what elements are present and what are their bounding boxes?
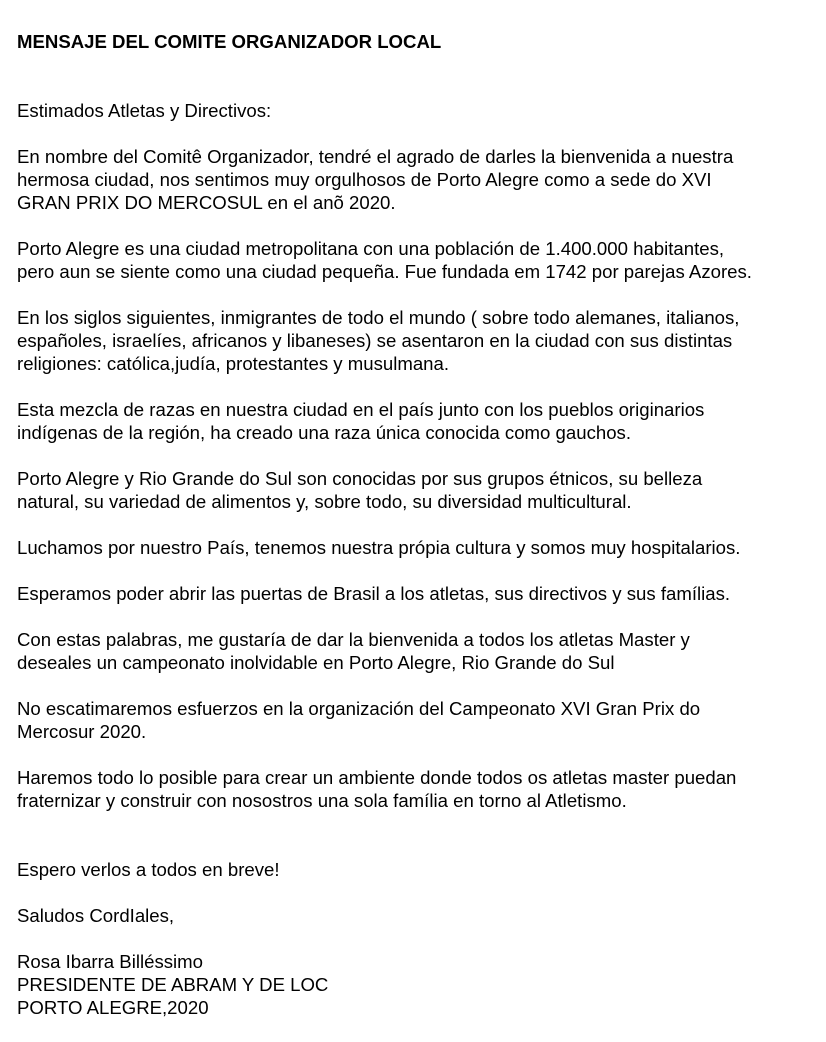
paragraph-welcome [17, 145, 817, 214]
paragraph-line: Mercosur 2020. [17, 721, 147, 742]
paragraph-city [17, 237, 817, 283]
paragraph-line: Haremos todo lo posible para crear un ambiente donde todos os atletas master puedan [17, 767, 737, 788]
paragraph-line: Porto Alegre es una ciudad metropolitana con una población de 1.400.000 habitantes, [17, 238, 725, 259]
paragraph-immigrants [17, 306, 817, 375]
letter-title: MENSAJE DEL COMITE ORGANIZADOR LOCAL [17, 31, 442, 52]
paragraph-line: En los siglos siguientes, inmigrantes de todo el mundo ( sobre todo alemanes, italianos, [17, 307, 740, 328]
paragraph-line: indígenas de la región, ha creado una raza única conocida como gauchos. [17, 422, 632, 443]
paragraph-line: No escatimaremos esfuerzos en la organización del Campeonato XVI Gran Prix do [17, 698, 701, 719]
signature-role: PRESIDENTE DE ABRAM Y DE LOC [17, 974, 329, 995]
paragraph-line: En nombre del Comitê Organizador, tendré el agrado de darles la bienvenida a nuestra [17, 146, 734, 167]
paragraph-welcome-athletes [17, 628, 817, 674]
paragraph-line: deseales un campeonato inolvidable en Porto Alegre, Rio Grande do Sul [17, 652, 615, 673]
paragraph-line: Luchamos por nuestro País, tenemos nuestra própia cultura y somos muy hospitalarios. [17, 537, 741, 558]
signature-name: Rosa Ibarra Billéssimo [17, 951, 204, 972]
paragraph-line: Esta mezcla de razas en nuestra ciudad en el país junto con los pueblos originarios [17, 399, 705, 420]
paragraph-diversity [17, 467, 817, 513]
paragraph-gauchos [17, 398, 817, 444]
paragraph-doors [17, 582, 817, 605]
paragraph-line: GRAN PRIX DO MERCOSUL en el anõ 2020. [17, 192, 396, 213]
paragraph-line: natural, su variedad de alimentos y, sobre todo, su diversidad multicultural. [17, 491, 632, 512]
paragraph-line: pero aun se siente como una ciudad pequeña. Fue fundada em 1742 por parejas Azores. [17, 261, 752, 282]
letter-salutation: Saludos CordIales, [17, 905, 175, 926]
paragraph-line: Porto Alegre y Rio Grande do Sul son conocidas por sus grupos étnicos, su belleza [17, 468, 703, 489]
signature-place-date: PORTO ALEGRE,2020 [17, 997, 209, 1018]
letter-closing: Espero verlos a todos en breve! [17, 859, 280, 880]
paragraph-line: religiones: católica,judía, protestantes y musulmana. [17, 353, 450, 374]
paragraph-effort [17, 697, 817, 743]
paragraph-fraternize [17, 766, 817, 812]
letter-greeting: Estimados Atletas y Directivos: [17, 100, 272, 121]
paragraph-line: Esperamos poder abrir las puertas de Brasil a los atletas, sus directivos y sus famílias. [17, 583, 731, 604]
signature-block [17, 950, 817, 1019]
paragraph-culture [17, 536, 817, 559]
paragraph-line: españoles, israelíes, africanos y libaneses) se asentaron en la ciudad con sus distintas [17, 330, 733, 351]
letter-page [17, 30, 817, 1042]
paragraph-line: hermosa ciudad, nos sentimos muy orgulhosos de Porto Alegre como a sede do XVI [17, 169, 712, 190]
paragraph-line: fraternizar y construir con nosostros una sola família en torno al Atletismo. [17, 790, 627, 811]
paragraph-line: Con estas palabras, me gustaría de dar la bienvenida a todos los atletas Master y [17, 629, 690, 650]
